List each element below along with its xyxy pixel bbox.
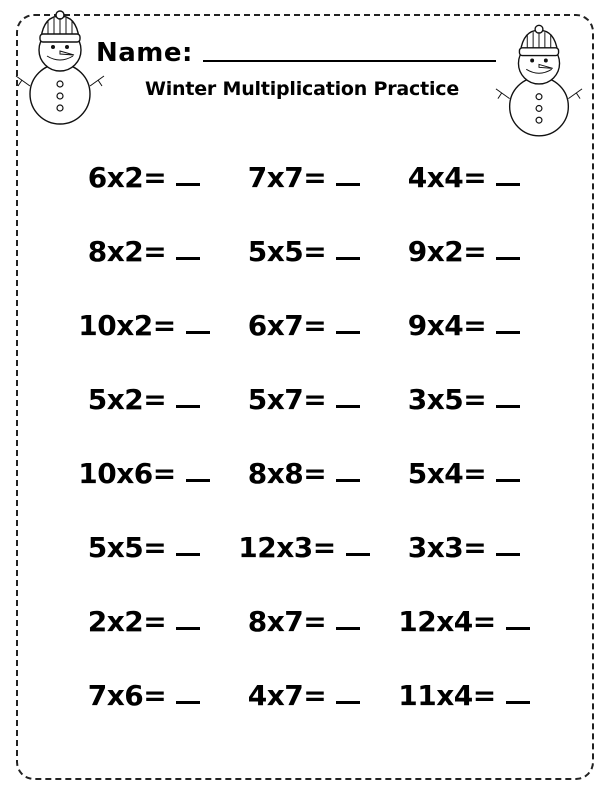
answer-blank[interactable] <box>496 553 520 556</box>
name-field[interactable] <box>96 34 496 66</box>
problem-item <box>64 531 224 564</box>
problem-text: 9x4= <box>407 308 487 342</box>
problem-text: 9x2= <box>407 234 487 268</box>
answer-blank[interactable] <box>176 405 200 408</box>
problem-text: 5x5= <box>247 234 327 268</box>
answer-blank[interactable] <box>176 553 200 556</box>
problem-text: 4x7= <box>247 678 327 712</box>
problem-item <box>64 679 224 712</box>
problem-item <box>224 457 384 490</box>
problem-item <box>64 161 224 194</box>
answer-blank[interactable] <box>496 257 520 260</box>
problem-item <box>224 383 384 416</box>
worksheet-title: Winter Multiplication Practice <box>144 78 460 100</box>
answer-blank[interactable] <box>496 405 520 408</box>
answer-blank[interactable] <box>176 627 200 630</box>
problem-item <box>384 605 544 638</box>
problem-grid <box>64 140 544 732</box>
problem-item <box>64 235 224 268</box>
problem-item <box>224 235 384 268</box>
problem-row <box>64 584 544 658</box>
answer-blank[interactable] <box>336 627 360 630</box>
answer-blank[interactable] <box>496 331 520 334</box>
problem-text: 12x4= <box>398 604 496 638</box>
problem-item <box>64 605 224 638</box>
problem-item <box>224 161 384 194</box>
problem-text: 8x2= <box>87 234 167 268</box>
problem-text: 3x5= <box>407 382 487 416</box>
answer-blank[interactable] <box>176 183 200 186</box>
problem-item <box>64 383 224 416</box>
problem-row <box>64 214 544 288</box>
answer-blank[interactable] <box>186 331 210 334</box>
problem-item <box>384 383 544 416</box>
problem-text: 3x3= <box>407 530 487 564</box>
answer-blank[interactable] <box>336 257 360 260</box>
problem-row <box>64 362 544 436</box>
problem-text: 7x6= <box>87 678 167 712</box>
answer-blank[interactable] <box>496 183 520 186</box>
problem-row <box>64 436 544 510</box>
problem-text: 5x2= <box>87 382 167 416</box>
answer-blank[interactable] <box>186 479 210 482</box>
answer-blank[interactable] <box>496 479 520 482</box>
name-label: Name: <box>96 38 193 68</box>
answer-blank[interactable] <box>506 627 530 630</box>
problem-text: 8x7= <box>247 604 327 638</box>
problem-item <box>224 679 384 712</box>
answer-blank[interactable] <box>176 257 200 260</box>
problem-text: 2x2= <box>87 604 167 638</box>
problem-text: 4x4= <box>407 160 487 194</box>
answer-blank[interactable] <box>336 405 360 408</box>
answer-blank[interactable] <box>336 331 360 334</box>
problem-text: 10x6= <box>78 456 176 490</box>
problem-item <box>384 457 544 490</box>
problem-text: 12x3= <box>238 530 336 564</box>
answer-blank[interactable] <box>506 701 530 704</box>
problem-item <box>384 161 544 194</box>
problem-text: 10x2= <box>78 308 176 342</box>
answer-blank[interactable] <box>336 701 360 704</box>
problem-text: 5x4= <box>407 456 487 490</box>
problem-text: 11x4= <box>398 678 496 712</box>
problem-item <box>224 309 384 342</box>
problem-row <box>64 510 544 584</box>
problem-row <box>64 658 544 732</box>
problem-item <box>384 679 544 712</box>
problem-text: 6x7= <box>247 308 327 342</box>
answer-blank[interactable] <box>176 701 200 704</box>
problem-text: 5x7= <box>247 382 327 416</box>
problem-row <box>64 140 544 214</box>
answer-blank[interactable] <box>346 553 370 556</box>
answer-blank[interactable] <box>336 183 360 186</box>
problem-item <box>224 605 384 638</box>
problem-item <box>384 309 544 342</box>
problem-item <box>64 309 224 342</box>
problem-text: 5x5= <box>87 530 167 564</box>
problem-text: 6x2= <box>87 160 167 194</box>
problem-row <box>64 288 544 362</box>
problem-item <box>224 531 384 564</box>
snowman-icon <box>494 24 584 142</box>
problem-text: 8x8= <box>247 456 327 490</box>
problem-item <box>64 457 224 490</box>
name-blank-line[interactable] <box>203 54 496 62</box>
problem-item <box>384 235 544 268</box>
answer-blank[interactable] <box>336 479 360 482</box>
problem-item <box>384 531 544 564</box>
problem-text: 7x7= <box>247 160 327 194</box>
snowman-icon <box>14 10 106 130</box>
